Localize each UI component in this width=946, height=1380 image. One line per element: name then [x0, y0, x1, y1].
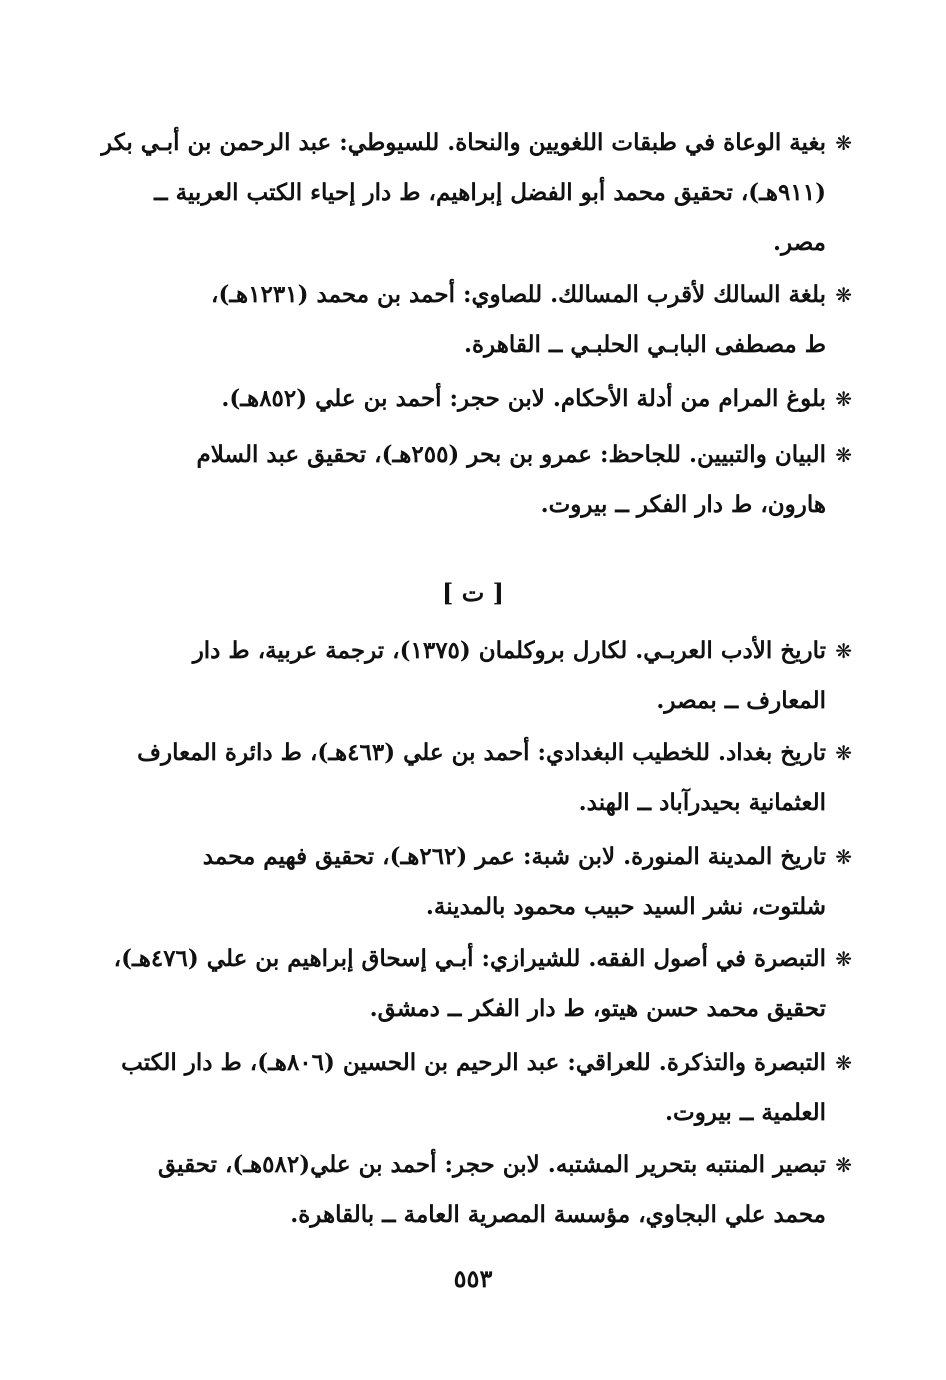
entry-text: تبصير المنتبه بتحرير المشتبه. لابن حجر: أحمد بن علي(٥٨٢هـ)، تحقيق	[157, 1151, 826, 1178]
bullet-star-icon: ❋	[835, 1051, 852, 1075]
entry-text: المعارف ــ بمصر.	[656, 687, 826, 714]
bibliography-entry	[100, 832, 852, 932]
entry-text: تاريخ بغداد. للخطيب البغدادي: أحمد بن علي (٤٦٣هـ)، ط دائرة المعارف	[137, 739, 826, 766]
entry-text: شلتوت، نشر السيد حبيب محمود بالمدينة.	[425, 893, 826, 920]
bullet-star-icon: ❋	[835, 639, 852, 663]
entry-line	[100, 984, 852, 1034]
entry-line	[100, 430, 852, 480]
entry-line	[100, 270, 852, 320]
entry-line	[100, 320, 852, 370]
entry-text: محمد علي البجاوي، مؤسسة المصرية العامة ــ بالقاهرة.	[290, 1201, 826, 1228]
entry-text: تحقيق محمد حسن هيتو، ط دار الفكر ــ دمشق.	[369, 995, 826, 1022]
entry-line	[100, 1038, 852, 1088]
bullet-star-icon: ❋	[835, 741, 852, 765]
entry-line	[100, 480, 852, 530]
entry-line	[100, 374, 852, 424]
entry-text: مصر.	[773, 229, 826, 256]
bullet-star-icon: ❋	[835, 283, 852, 307]
entry-line	[100, 728, 852, 778]
entry-text: بلغة السالك لأقرب المسالك. للصاوي: أحمد بن محمد (١٢٣١هـ)،	[211, 281, 826, 308]
entry-line	[100, 832, 852, 882]
entry-text: بلوغ المرام من أدلة الأحكام. لابن حجر: أحمد بن علي (٨٥٢هـ).	[221, 385, 826, 412]
bullet-star-icon: ❋	[835, 1153, 852, 1177]
bibliography-entry	[100, 1140, 852, 1240]
entry-text: العثمانية بحيدرآباد ــ الهند.	[578, 789, 826, 816]
entry-text: العلمية ــ بيروت.	[665, 1099, 826, 1126]
entry-text: التبصرة في أصول الفقه. للشيرازي: أبـي إسحاق إبراهيم بن علي (٤٧٦هـ)،	[113, 945, 826, 972]
entry-line	[100, 1190, 852, 1240]
entry-line	[100, 1140, 852, 1190]
bullet-star-icon: ❋	[835, 131, 852, 155]
entry-text: هارون، ط دار الفكر ــ بيروت.	[540, 491, 826, 518]
bibliography-entry	[100, 728, 852, 828]
entry-text: التبصرة والتذكرة. للعراقي: عبد الرحيم بن الحسين (٨٠٦هـ)، ط دار الكتب	[121, 1049, 826, 1076]
entry-line	[100, 778, 852, 828]
page-number: ٥٥٣	[453, 1264, 493, 1293]
section-heading: [ ت ]	[441, 578, 504, 607]
entry-text: ط مصطفى البابـي الحلبـي ــ القاهرة.	[463, 331, 826, 358]
bibliography-entry	[100, 270, 852, 370]
bibliography-entry	[100, 626, 852, 726]
bibliography-entry	[100, 430, 852, 530]
bullet-star-icon: ❋	[835, 387, 852, 411]
entry-line	[100, 626, 852, 676]
bullet-star-icon: ❋	[835, 845, 852, 869]
bibliography-entry	[100, 934, 852, 1034]
bibliography-entry	[100, 374, 852, 424]
bibliography-entry	[100, 1038, 852, 1138]
bullet-star-icon: ❋	[835, 947, 852, 971]
entry-line	[100, 118, 852, 168]
entry-text: تاريخ الأدب العربـي. لكارل بروكلمان (١٣٧٥)، ترجمة عربية، ط دار	[192, 637, 826, 664]
bullet-star-icon: ❋	[835, 443, 852, 467]
entry-text: بغية الوعاة في طبقات اللغويين والنحاة. للسيوطي: عبد الرحمن بن أبـي بكر	[101, 129, 826, 156]
entry-line	[100, 882, 852, 932]
bibliography-entry	[100, 118, 852, 268]
entry-line	[100, 934, 852, 984]
entry-line	[100, 676, 852, 726]
entry-line	[100, 218, 852, 268]
entry-text: (٩١١هـ)، تحقيق محمد أبو الفضل إبراهيم، ط دار إحياء الكتب العربية ــ	[154, 179, 826, 206]
entry-text: البيان والتبيين. للجاحظ: عمرو بن بحر (٢٥٥هـ)، تحقيق عبد السلام	[196, 441, 826, 468]
entry-line	[100, 168, 852, 218]
entry-line	[100, 1088, 852, 1138]
entry-text: تاريخ المدينة المنورة. لابن شبة: عمر (٢٦٢هـ)، تحقيق فهيم محمد	[202, 843, 826, 870]
